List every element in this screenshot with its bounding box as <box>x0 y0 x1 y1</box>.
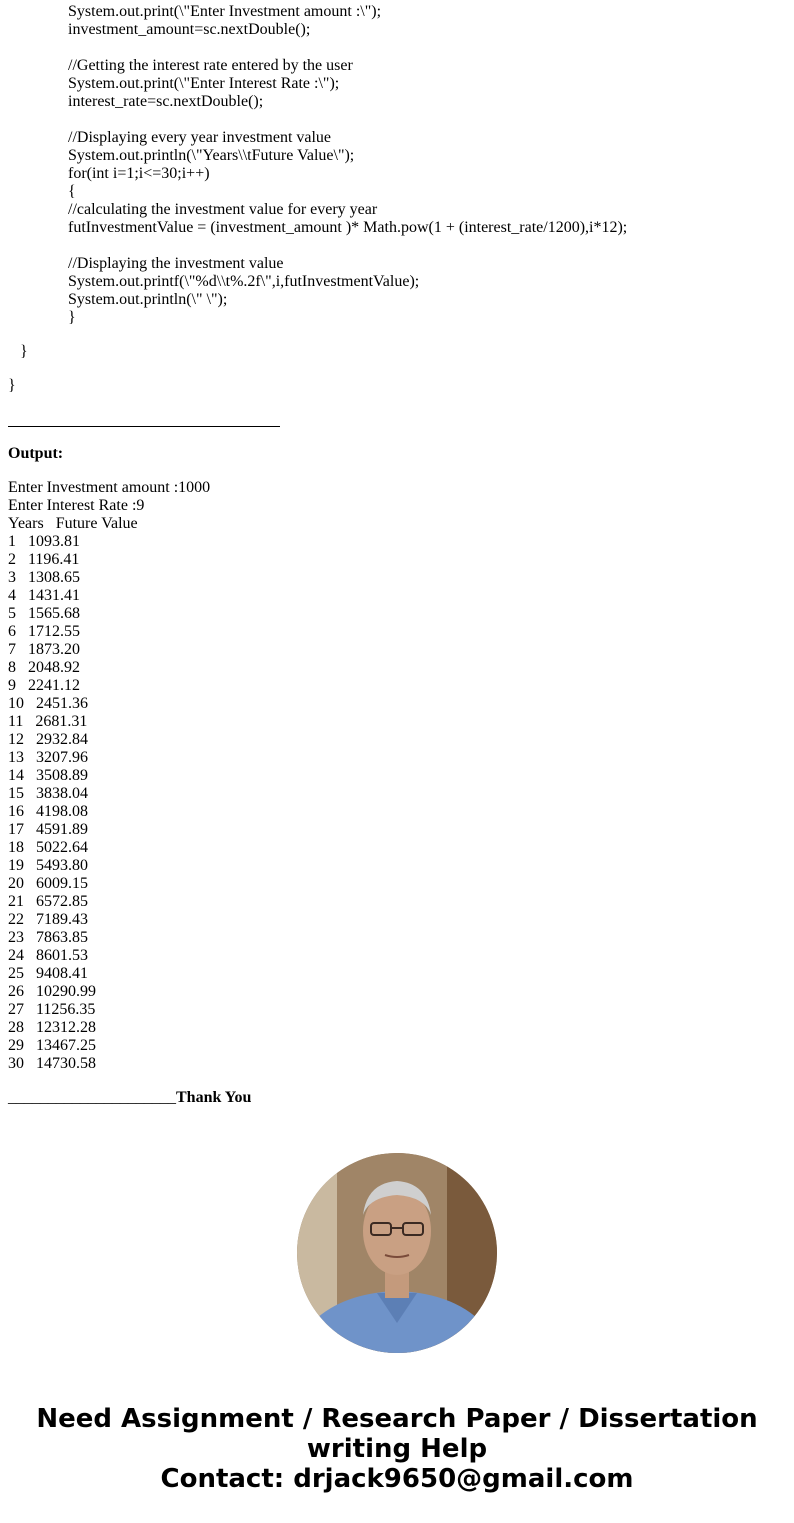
promo-contact: Contact: drjack9650@gmail.com <box>160 1464 634 1494</box>
code-line: interest_rate=sc.nextDouble(); <box>68 93 264 110</box>
output-row-value: 2241.12 <box>28 677 80 694</box>
output-row-separator <box>24 1001 36 1018</box>
output-row <box>8 587 80 605</box>
output-row-separator <box>16 605 28 622</box>
output-row-separator <box>24 1037 36 1054</box>
output-row-value: 3838.04 <box>36 785 88 802</box>
output-row-separator <box>24 857 36 874</box>
output-prompt-rate: Enter Interest Rate :9 <box>8 497 145 514</box>
output-row-separator <box>24 983 36 1000</box>
output-row-year: 14 <box>8 767 24 784</box>
footer-line <box>8 1089 251 1107</box>
output-row-separator <box>16 677 28 694</box>
output-row <box>8 533 80 551</box>
output-row-year: 10 <box>8 695 24 712</box>
output-row <box>8 857 88 875</box>
output-row <box>8 731 88 749</box>
output-row-separator <box>16 641 28 658</box>
output-row-value: 1431.41 <box>28 587 80 604</box>
output-row <box>8 1037 96 1055</box>
output-row <box>8 1019 96 1037</box>
output-row-value: 2451.36 <box>36 695 88 712</box>
output-row <box>8 623 80 641</box>
output-row-year: 21 <box>8 893 24 910</box>
output-row-value: 4591.89 <box>36 821 88 838</box>
output-row-year: 22 <box>8 911 24 928</box>
output-row <box>8 929 88 947</box>
output-row-year: 25 <box>8 965 24 982</box>
code-line: System.out.print(\"Enter Investment amount :\"); <box>68 3 382 20</box>
output-row-value: 2932.84 <box>36 731 88 748</box>
output-row-year: 12 <box>8 731 24 748</box>
output-row <box>8 713 87 731</box>
code-line: //Displaying every year investment value <box>68 129 332 146</box>
output-row-value: 11256.35 <box>36 1001 96 1018</box>
output-row-separator <box>16 569 28 586</box>
output-prompt-amount: Enter Investment amount :1000 <box>8 479 211 496</box>
output-row-year: 8 <box>8 659 16 676</box>
output-row <box>8 947 88 965</box>
code-line: } <box>68 309 76 326</box>
output-row-separator <box>16 623 28 640</box>
output-row <box>8 659 80 677</box>
output-row-year: 30 <box>8 1055 24 1072</box>
output-row-value: 7863.85 <box>36 929 88 946</box>
output-row-year: 24 <box>8 947 24 964</box>
output-row-separator <box>16 659 28 676</box>
output-row <box>8 785 88 803</box>
output-heading: Output: <box>8 445 64 462</box>
output-row-year: 18 <box>8 839 24 856</box>
output-row-separator <box>24 731 36 748</box>
output-row-year: 4 <box>8 587 16 604</box>
output-row-value: 9408.41 <box>36 965 88 982</box>
output-row <box>8 965 88 983</box>
output-row <box>8 803 88 821</box>
output-row-year: 13 <box>8 749 24 766</box>
author-photo <box>297 1153 497 1353</box>
output-row-separator <box>24 893 36 910</box>
output-row-separator <box>24 785 36 802</box>
output-row-separator <box>16 587 28 604</box>
output-row-year: 16 <box>8 803 24 820</box>
code-line: System.out.printf(\"%d\\t%.2f\",i,futInvestmentValue); <box>68 273 420 290</box>
code-line: System.out.print(\"Enter Interest Rate :\"); <box>68 75 340 92</box>
code-line: System.out.println(\"Years\\tFuture Value\"); <box>68 147 355 164</box>
output-row-year: 3 <box>8 569 16 586</box>
output-row-year: 5 <box>8 605 16 622</box>
output-row-year: 2 <box>8 551 16 568</box>
output-row-value: 6009.15 <box>36 875 88 892</box>
code-line: //Displaying the investment value <box>68 255 284 272</box>
output-row-year: 20 <box>8 875 24 892</box>
output-row-separator <box>24 1019 36 1036</box>
output-row-value: 12312.28 <box>36 1019 96 1036</box>
output-row-year: 23 <box>8 929 24 946</box>
output-row-separator <box>24 695 36 712</box>
output-row <box>8 605 80 623</box>
output-row-value: 6572.85 <box>36 893 88 910</box>
output-row-year: 7 <box>8 641 16 658</box>
thank-you-text: Thank You <box>176 1089 252 1106</box>
code-line: //calculating the investment value for every year <box>68 201 378 218</box>
output-row-year: 15 <box>8 785 24 802</box>
output-row-year: 9 <box>8 677 16 694</box>
output-row <box>8 893 88 911</box>
promo-line-2: writing Help <box>306 1434 488 1464</box>
code-line: { <box>68 183 76 200</box>
output-row <box>8 875 88 893</box>
output-row <box>8 695 88 713</box>
code-line: System.out.println(\" \"); <box>68 291 228 308</box>
output-row-value: 2048.92 <box>28 659 80 676</box>
output-row-year: 6 <box>8 623 16 640</box>
output-row-value: 3207.96 <box>36 749 88 766</box>
output-row-year: 27 <box>8 1001 24 1018</box>
output-row-year: 26 <box>8 983 24 1000</box>
output-row <box>8 677 80 695</box>
output-row-separator <box>24 1055 36 1072</box>
output-row-separator <box>24 767 36 784</box>
output-row-value: 1308.65 <box>28 569 80 586</box>
footer-rule: _____________________ <box>8 1089 176 1106</box>
code-line: futInvestmentValue = (investment_amount )* Math.pow(1 + (interest_rate/1200),i*12); <box>68 219 628 236</box>
output-row-separator <box>24 911 36 928</box>
output-row <box>8 767 88 785</box>
code-line: for(int i=1;i<=30;i++) <box>68 165 210 182</box>
output-row-separator <box>24 875 36 892</box>
output-row <box>8 983 96 1001</box>
output-row-value: 2681.31 <box>35 713 88 730</box>
output-row-value: 4198.08 <box>36 803 88 820</box>
promo-line-1: Need Assignment / Research Paper / Dissertation <box>36 1404 758 1434</box>
section-divider <box>8 426 280 427</box>
output-row-separator <box>24 821 36 838</box>
code-line: } <box>20 343 28 360</box>
output-row <box>8 749 88 767</box>
output-row-value: 7189.43 <box>36 911 88 928</box>
output-row-value: 1873.20 <box>28 641 80 658</box>
output-row-value: 1093.81 <box>28 533 80 550</box>
output-row <box>8 1055 96 1073</box>
output-row-year: 17 <box>8 821 24 838</box>
output-row-separator <box>23 713 35 730</box>
output-row-separator <box>24 839 36 856</box>
output-row-separator <box>24 929 36 946</box>
output-row-value: 10290.99 <box>36 983 96 1000</box>
output-row-year: 29 <box>8 1037 24 1054</box>
output-row <box>8 821 88 839</box>
output-row-separator <box>16 533 28 550</box>
output-row-value: 8601.53 <box>36 947 88 964</box>
output-row <box>8 1001 95 1019</box>
output-row <box>8 551 79 569</box>
output-row <box>8 839 88 857</box>
output-row-value: 13467.25 <box>36 1037 96 1054</box>
output-table-header: Years Future Value <box>8 515 138 532</box>
output-row-value: 5493.80 <box>36 857 88 874</box>
author-avatar <box>297 1153 497 1353</box>
output-row-value: 1196.41 <box>28 551 80 568</box>
output-row-value: 14730.58 <box>36 1055 96 1072</box>
output-row-year: 11 <box>8 713 24 730</box>
output-row-year: 1 <box>8 533 16 550</box>
output-row <box>8 569 80 587</box>
code-line: } <box>8 377 16 394</box>
code-line: //Getting the interest rate entered by the user <box>68 57 353 74</box>
output-row-value: 3508.89 <box>36 767 88 784</box>
output-row-year: 28 <box>8 1019 24 1036</box>
output-row-year: 19 <box>8 857 24 874</box>
output-row-value: 5022.64 <box>36 839 88 856</box>
output-row <box>8 641 80 659</box>
code-line: investment_amount=sc.nextDouble(); <box>68 21 311 38</box>
output-row-separator <box>24 965 36 982</box>
output-row-value: 1565.68 <box>28 605 80 622</box>
output-row-separator <box>24 749 36 766</box>
output-row-separator <box>24 803 36 820</box>
output-row-separator <box>24 947 36 964</box>
output-row-value: 1712.55 <box>28 623 80 640</box>
output-row-separator <box>16 551 28 568</box>
output-row <box>8 911 88 929</box>
